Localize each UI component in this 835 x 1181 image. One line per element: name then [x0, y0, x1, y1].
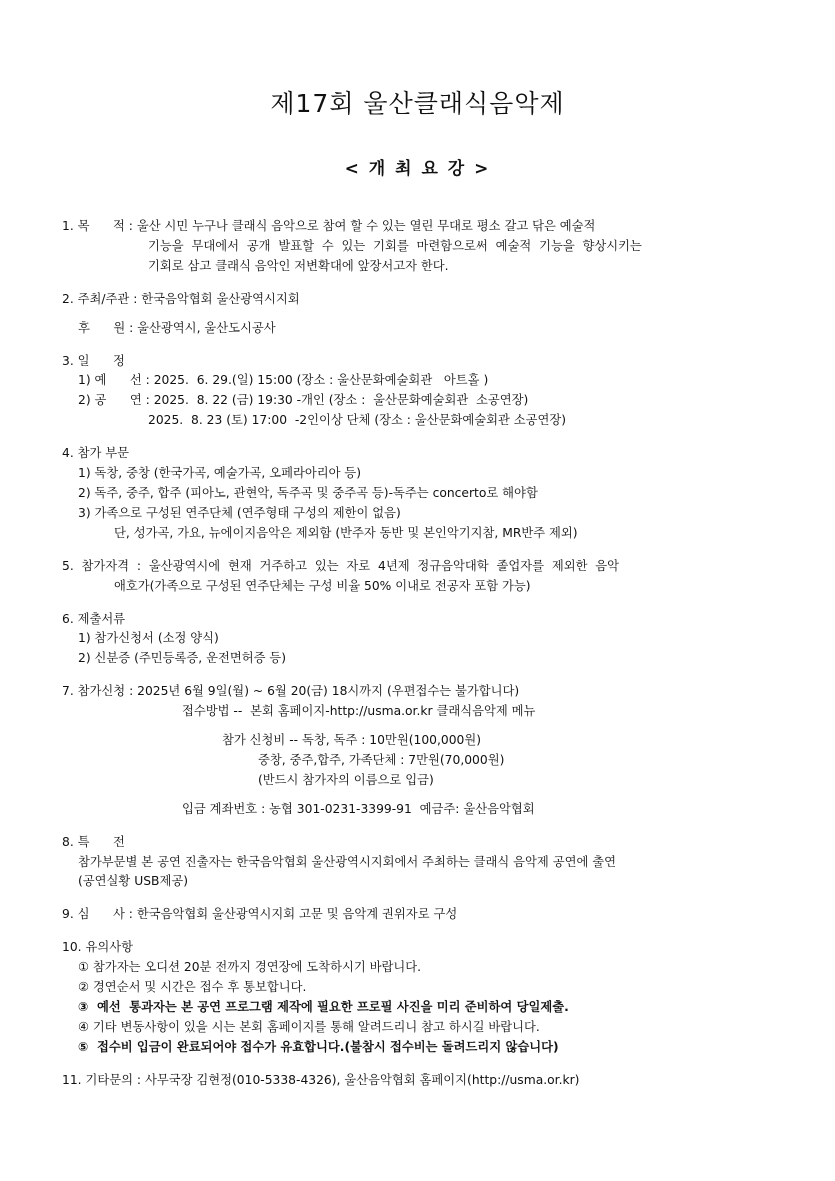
- section-application: [62, 682, 773, 819]
- section-schedule: [62, 352, 773, 432]
- text-line: 중창, 중주,합주, 가족단체 : 7만원(70,000원): [258, 752, 505, 767]
- line-spacer: [62, 722, 773, 731]
- text-line: 기회로 삼고 클래식 음악인 저변확대에 앞장서고자 한다.: [148, 258, 449, 273]
- text-line: 후 원 : 울산광역시, 울산도시공사: [78, 320, 276, 335]
- text-line: 참가부문별 본 공연 진출자는 한국음악협회 울산광역시지회에서 주최하는 클래식 음악제 공연에 출연: [78, 854, 616, 869]
- text-line: ⑤ 접수비 입금이 완료되어야 접수가 유효합니다.(불참시 접수비는 돌려드리지 않습니다): [78, 1039, 559, 1054]
- text-line: 7. 참가신청 : 2025년 6월 9일(월) ~ 6월 20(금) 18시까지 (우편접수는 불가합니다): [62, 684, 520, 699]
- text-line: ③ 예선 통과자는 본 공연 프로그램 제작에 필요한 프로필 사진을 미리 준비하여 당일제출.: [78, 1000, 569, 1014]
- text-line: 단, 성가곡, 가요, 뉴에이지음악은 제외함 (반주자 동반 및 본인악기지참, MR반주 제외): [114, 525, 578, 540]
- section-purpose: [62, 217, 773, 277]
- text-line: 4. 참가 부문: [62, 446, 130, 461]
- text-line: (반드시 참가자의 이름으로 입금): [258, 772, 434, 787]
- text-line: ④ 기타 변동사항이 있을 시는 본회 홈페이지를 통해 알려드리니 참고 하시길 바랍니다.: [78, 1019, 540, 1034]
- text-line: 입금 계좌번호 : 농협 301-0231-3399-91 예금주: 울산음악협회: [182, 801, 535, 816]
- page-title: 제17회 울산클래식음악제: [270, 89, 565, 118]
- section-benefits: [62, 833, 773, 893]
- text-line: 2) 독주, 중주, 합주 (피아노, 관현악, 독주곡 및 중주곡 등)-독주는 concerto로 해야함: [78, 485, 538, 500]
- text-line: 3) 가족으로 구성된 연주단체 (연주형태 구성의 제한이 없음): [78, 505, 401, 520]
- text-line: 2) 신분증 (주민등록증, 운전면허증 등): [78, 651, 287, 666]
- text-line: 기능을 무대에서 공개 발표할 수 있는 기회를 마련함으로써 예술적 기능을 향상시키는: [148, 238, 642, 253]
- text-line: 5. 참가자격 : 울산광역시에 현재 거주하고 있는 자로 4년제 정규음악대학 졸업자를 제외한 음악: [62, 558, 620, 573]
- text-line: 2025. 8. 23 (토) 17:00 -2인이상 단체 (장소 : 울산문화예술회관 소공연장): [148, 413, 567, 428]
- text-line: 1) 독창, 중창 (한국가곡, 예술가곡, 오페라아리아 등): [78, 466, 362, 481]
- text-line: ① 참가자는 오디션 20분 전까지 경연장에 도착하시기 바랍니다.: [78, 960, 422, 975]
- section-judges: [62, 905, 773, 925]
- line-spacer: [62, 310, 773, 319]
- section-categories: [62, 444, 773, 544]
- section-documents: [62, 610, 773, 670]
- text-line: 접수방법 -- 본회 홈페이지-http://usma.or.kr 클래식음악제 메뉴: [182, 704, 536, 719]
- document-body: [62, 217, 773, 1091]
- line-spacer: [62, 791, 773, 800]
- text-line: 6. 제출서류: [62, 611, 126, 626]
- section-notes: [62, 938, 773, 1057]
- text-line: 참가 신청비 -- 독창, 독주 : 10만원(100,000원): [222, 733, 482, 748]
- text-line: ② 경연순서 및 시간은 접수 후 통보합니다.: [78, 980, 307, 995]
- text-line: 2) 공 연 : 2025. 8. 22 (금) 19:30 -개인 (장소 : 울산문화예술회관 소공연장): [78, 393, 529, 408]
- text-line: 1) 참가신청서 (소정 양식): [78, 631, 219, 646]
- text-line: (공연실황 USB제공): [78, 874, 189, 889]
- section-host: [62, 290, 773, 339]
- text-line: 2. 주최/주관 : 한국음악협회 울산광역시지회: [62, 291, 300, 306]
- text-line: 3. 일 정: [62, 353, 125, 368]
- page-subtitle: < 개 최 요 강 >: [344, 159, 491, 179]
- section-contact: [62, 1071, 773, 1091]
- section-eligibility: [62, 557, 773, 597]
- text-line: 애호가(가족으로 구성된 연주단체는 구성 비율 50% 이내로 전공자 포함 가능): [114, 578, 531, 593]
- text-line: 11. 기타문의 : 사무국장 김현정(010-5338-4326), 울산음악협회 홈페이지(http://usma.or.kr): [62, 1072, 580, 1087]
- text-line: 8. 특 전: [62, 834, 125, 849]
- text-line: 1. 목 적 : 울산 시민 누구나 클래식 음악으로 참여 할 수 있는 열린 무대로 평소 갈고 닦은 예술적: [62, 219, 596, 233]
- text-line: 1) 예 선 : 2025. 6. 29.(일) 15:00 (장소 : 울산문화예술회관 아트홀 ): [78, 373, 489, 388]
- text-line: 10. 유의사항: [62, 940, 133, 955]
- text-line: 9. 심 사 : 한국음악협회 울산광역시지회 고문 및 음악계 권위자로 구성: [62, 907, 458, 922]
